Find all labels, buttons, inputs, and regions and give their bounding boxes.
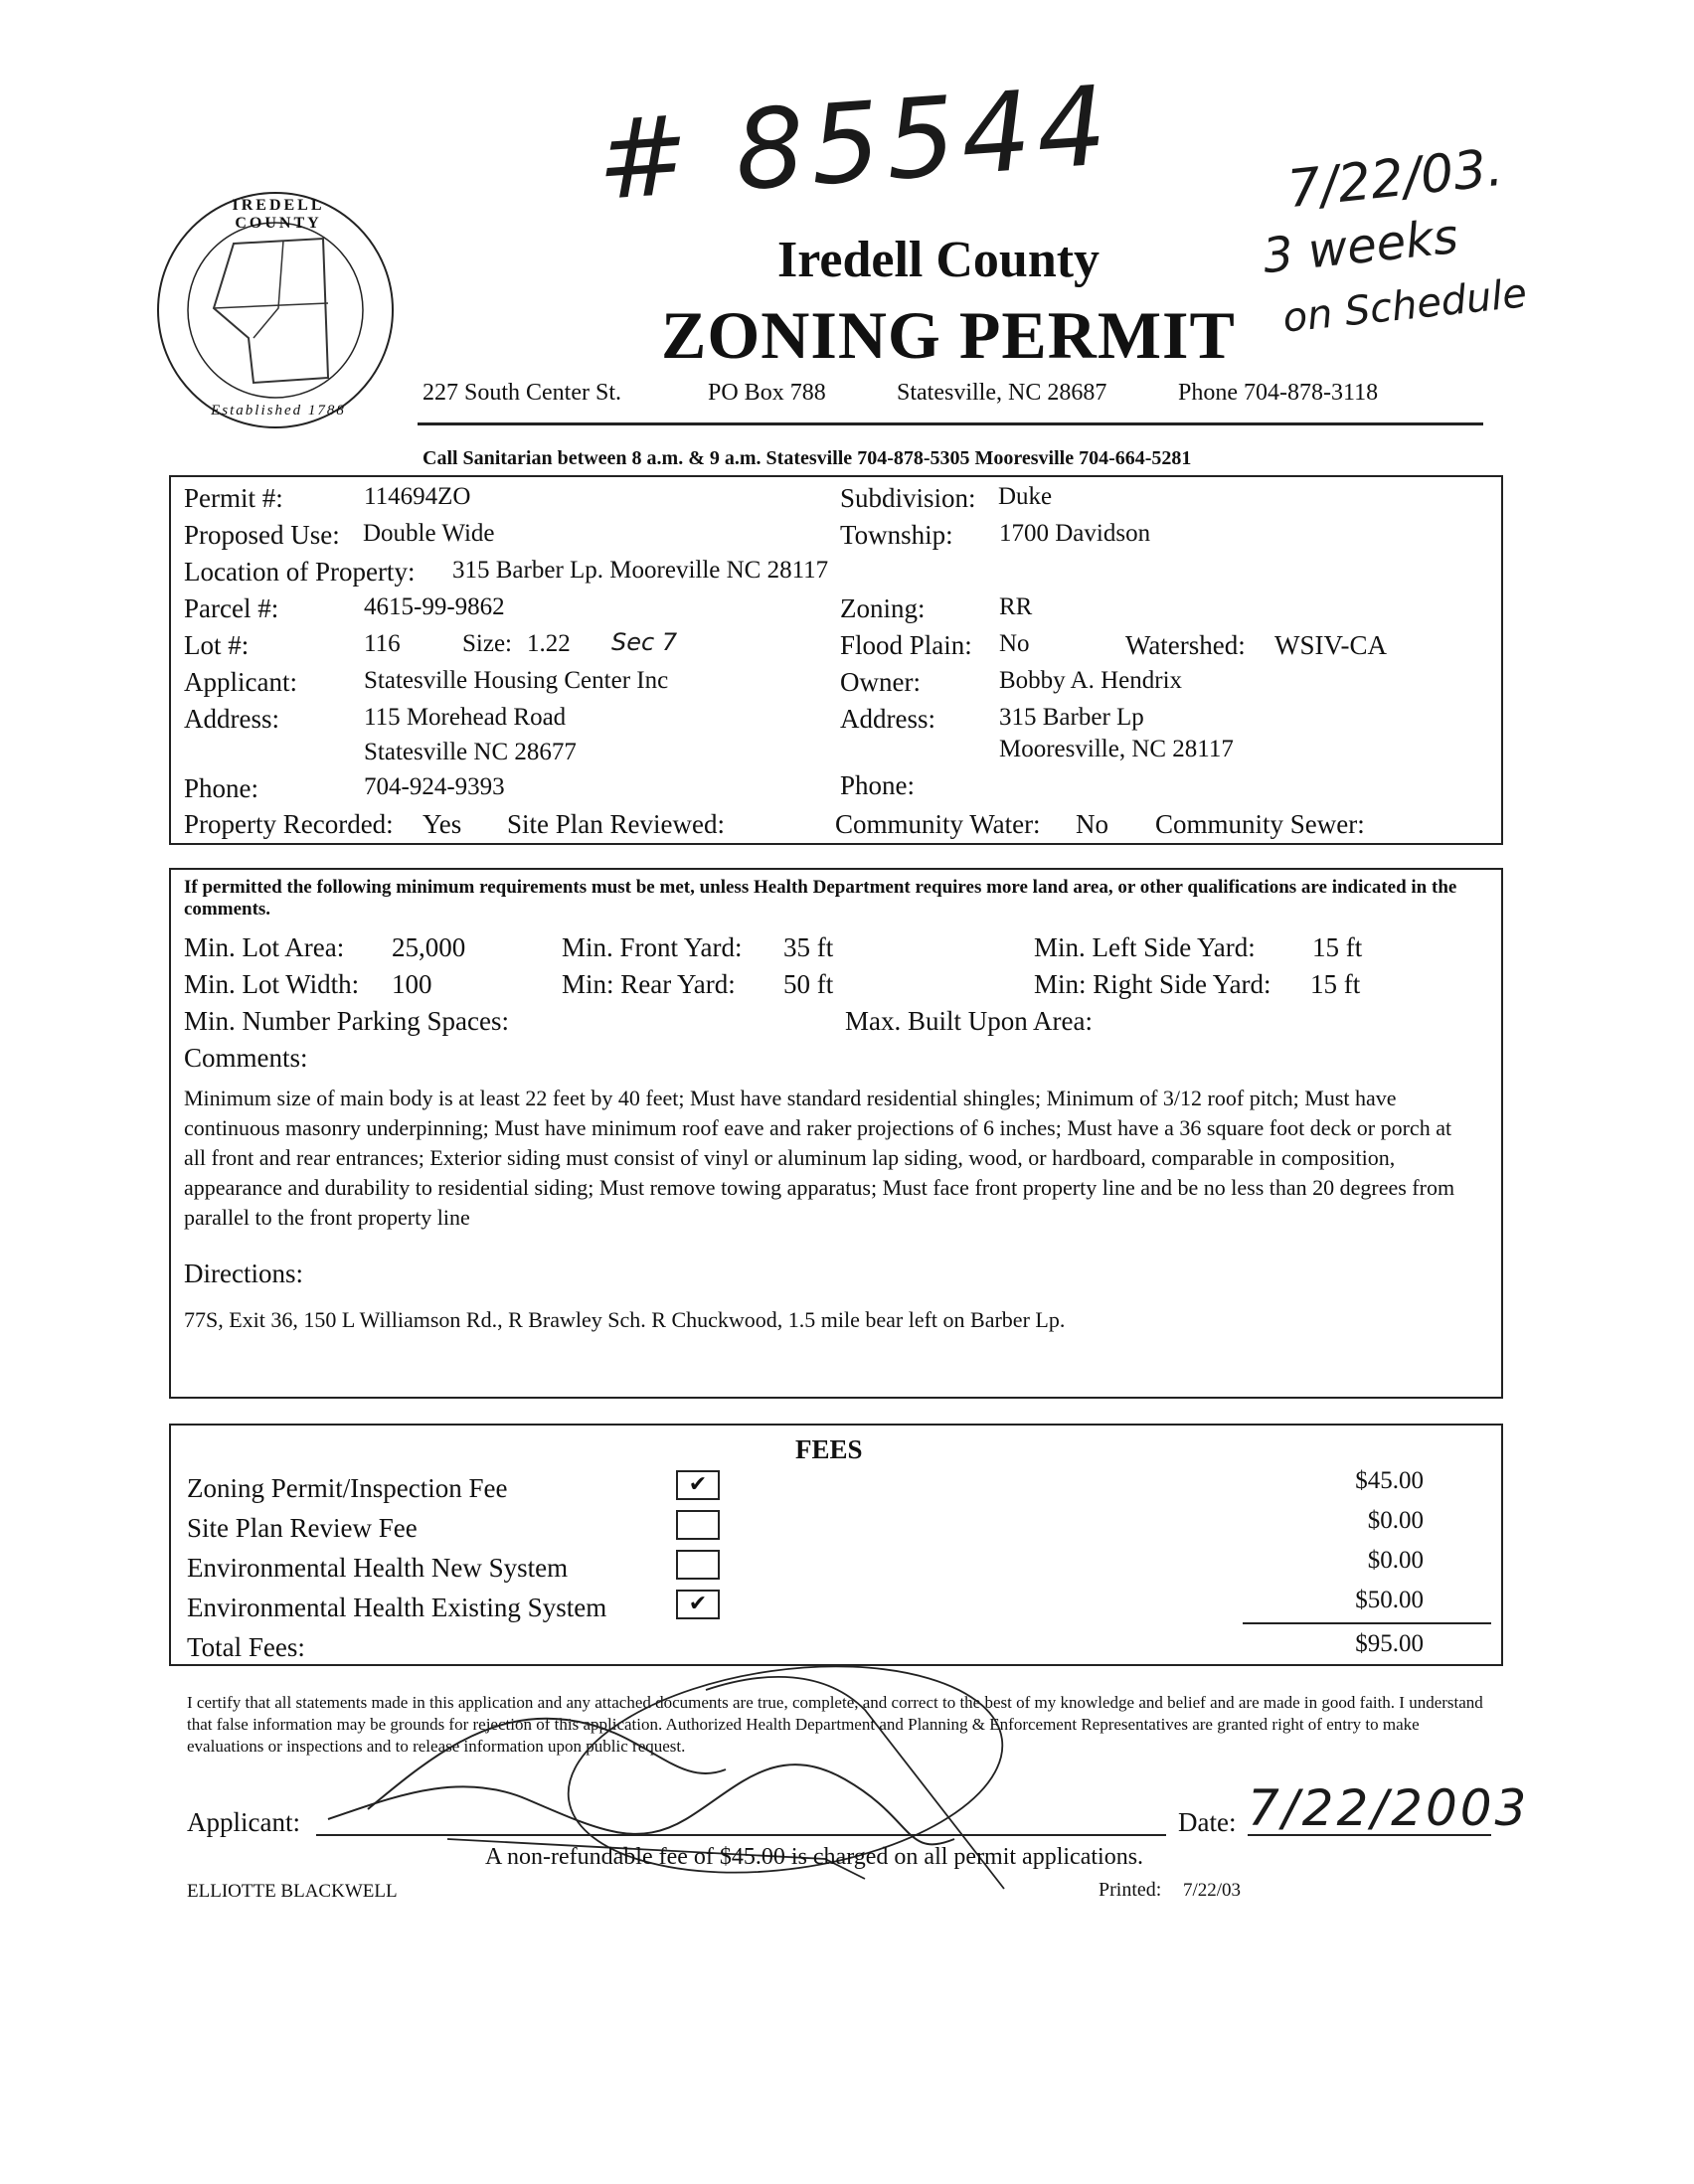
total-fees-amount: $95.00 xyxy=(1355,1630,1424,1657)
county-title: Iredell County xyxy=(777,232,1101,288)
owner-phone-label: Phone: xyxy=(840,770,916,800)
applicant-phone-value: 704-924-9393 xyxy=(364,773,505,800)
zoning-value: RR xyxy=(999,593,1033,620)
county-seal xyxy=(154,189,398,432)
total-fees-label: Total Fees: xyxy=(187,1632,305,1662)
handwritten-signature-date: 7/22/2003 xyxy=(1248,1779,1530,1837)
min-left-side-value: 15 ft xyxy=(1312,932,1363,962)
owner-address-line-1: 315 Barber Lp xyxy=(999,704,1144,731)
applicant-label: Applicant: xyxy=(184,667,297,697)
size-value: 1.22 xyxy=(527,630,571,657)
applicant-address-line-2: Statesville NC 28677 xyxy=(364,739,577,765)
header-phone: Phone 704-878-3118 xyxy=(1178,380,1379,406)
subdivision-value: Duke xyxy=(998,483,1053,510)
fee-notice: A non-refundable fee of $45.00 is charged on all permit applications. xyxy=(485,1844,1144,1870)
township-value: 1700 Davidson xyxy=(999,520,1151,547)
min-lot-width-value: 100 xyxy=(392,969,432,999)
fee-total-rule xyxy=(1243,1622,1491,1624)
applicant-phone-label: Phone: xyxy=(184,773,259,803)
fee-checkbox-eh-new-system[interactable] xyxy=(676,1550,720,1580)
community-sewer-label: Community Sewer: xyxy=(1155,809,1365,839)
property-recorded-value: Yes xyxy=(423,809,462,839)
fee-checkbox-eh-existing-system[interactable]: ✔ xyxy=(676,1590,720,1619)
min-rear-yard-value: 50 ft xyxy=(783,969,834,999)
seal-text-bottom: Established 1788 xyxy=(211,403,346,419)
min-left-side-label: Min. Left Side Yard: xyxy=(1034,932,1256,962)
owner-address-line-2: Mooresville, NC 28117 xyxy=(999,736,1234,762)
header-po-box: PO Box 788 xyxy=(708,380,826,406)
min-front-yard-label: Min. Front Yard: xyxy=(562,932,743,962)
page-title: ZONING PERMIT xyxy=(661,297,1236,373)
applicant-address-label: Address: xyxy=(184,704,279,734)
fee-label-zoning-permit: Zoning Permit/Inspection Fee xyxy=(187,1473,508,1503)
fee-amount-eh-new-system: $0.00 xyxy=(1367,1547,1424,1574)
parcel-label: Parcel #: xyxy=(184,593,279,623)
sanitarian-line: Call Sanitarian between 8 a.m. & 9 a.m. Statesville 704-878-5305 Mooresville 704-664-5281 xyxy=(423,447,1192,469)
applicant-printed-name: ELLIOTTE BLACKWELL xyxy=(187,1881,398,1902)
size-handwritten-note: Sec 7 xyxy=(611,628,678,656)
min-lot-area-label: Min. Lot Area: xyxy=(184,932,345,962)
comments-text: Minimum size of main body is at least 22 feet by 40 feet; Must have standard residential shingles; Minimum of 3/12 roof pitch; Must have continuous masonry underpinning; Must have minimum roof eave and raker projections of 6 inches; Must have a 36 square foot deck or porch at all front and rear entrances; Exterior siding must consist of vinyl or aluminum lap siding, wood, or hardboard, comparable in composition, appearance and durability to residential siding; Must remove towing apparatus; Must face front property line and be no less than 20 degrees from parallel to the front property line xyxy=(184,1086,1455,1230)
min-parking-label: Min. Number Parking Spaces: xyxy=(184,1006,509,1036)
proposed-use-value: Double Wide xyxy=(363,520,495,547)
site-plan-reviewed-label: Site Plan Reviewed: xyxy=(507,809,725,839)
directions-label: Directions: xyxy=(184,1259,303,1288)
permit-value: 114694ZO xyxy=(364,483,471,510)
owner-label: Owner: xyxy=(840,667,921,697)
community-water-label: Community Water: xyxy=(835,809,1041,839)
min-right-side-label: Min: Right Side Yard: xyxy=(1034,969,1271,999)
directions-text: 77S, Exit 36, 150 L Williamson Rd., R Brawley Sch. R Chuckwood, 1.5 mile bear left on Barber Lp. xyxy=(184,1307,1066,1332)
size-label: Size: xyxy=(462,630,512,657)
max-built-area-label: Max. Built Upon Area: xyxy=(845,1006,1093,1036)
subdivision-label: Subdivision: xyxy=(840,483,976,513)
min-front-yard-value: 35 ft xyxy=(783,932,834,962)
location-value: 315 Barber Lp. Mooreville NC 28117 xyxy=(452,557,829,584)
flood-plain-value: No xyxy=(999,630,1030,657)
community-water-value: No xyxy=(1076,809,1108,839)
handwritten-schedule-note-2: on Schedule xyxy=(1280,270,1530,342)
fee-amount-zoning-permit: $45.00 xyxy=(1355,1467,1424,1494)
location-label: Location of Property: xyxy=(184,557,416,587)
township-label: Township: xyxy=(840,520,953,550)
permit-label: Permit #: xyxy=(184,483,283,513)
printed-date: 7/22/03 xyxy=(1183,1880,1242,1901)
watershed-value: WSIV-CA xyxy=(1274,630,1388,660)
min-right-side-value: 15 ft xyxy=(1310,969,1361,999)
fee-label-site-plan-review: Site Plan Review Fee xyxy=(187,1513,418,1543)
min-lot-area-value: 25,000 xyxy=(392,932,466,962)
proposed-use-label: Proposed Use: xyxy=(184,520,340,550)
property-recorded-label: Property Recorded: xyxy=(184,809,394,839)
lot-label: Lot #: xyxy=(184,630,250,660)
fee-amount-eh-existing-system: $50.00 xyxy=(1355,1587,1424,1613)
date-label: Date: xyxy=(1178,1807,1237,1837)
handwritten-permit-number: # 85544 xyxy=(593,62,1116,225)
header-divider xyxy=(418,422,1483,425)
flood-plain-label: Flood Plain: xyxy=(840,630,972,660)
fee-amount-site-plan-review: $0.00 xyxy=(1367,1507,1424,1534)
owner-address-label: Address: xyxy=(840,704,935,734)
applicant-value: Statesville Housing Center Inc xyxy=(364,667,669,694)
min-lot-width-label: Min. Lot Width: xyxy=(184,969,360,999)
lot-value: 116 xyxy=(364,630,401,657)
fees-heading: FEES xyxy=(795,1434,863,1464)
requirements-heading: If permitted the following minimum requirements must be met, unless Health Department requires more land area, or other qualifications are indicated in the comments. xyxy=(184,877,1457,920)
applicant-signature-label: Applicant: xyxy=(187,1807,300,1837)
fee-label-eh-new-system: Environmental Health New System xyxy=(187,1553,569,1583)
comments-label: Comments: xyxy=(184,1043,308,1073)
zoning-label: Zoning: xyxy=(840,593,926,623)
fee-label-eh-existing-system: Environmental Health Existing System xyxy=(187,1593,607,1622)
owner-value: Bobby A. Hendrix xyxy=(999,667,1183,694)
applicant-address-line-1: 115 Morehead Road xyxy=(364,704,567,731)
watershed-label: Watershed: xyxy=(1125,630,1246,660)
fee-checkbox-zoning-permit[interactable]: ✔ xyxy=(676,1470,720,1500)
fee-checkbox-site-plan-review[interactable] xyxy=(676,1510,720,1540)
handwritten-date-note: 7/22/03. xyxy=(1284,137,1506,221)
header-street: 227 South Center St. xyxy=(423,380,622,406)
handwritten-schedule-note-1: 3 weeks xyxy=(1260,208,1461,285)
header-city: Statesville, NC 28687 xyxy=(897,380,1107,406)
seal-text-top: IREDELL COUNTY xyxy=(232,197,325,232)
printed-label: Printed: xyxy=(1099,1879,1162,1901)
certification-text: I certify that all statements made in this application and any attached documents are true, complete, and correct to the best of my knowledge and belief and are made in good faith. I understand that false information may be grounds for rejection of this application. Authorized Health Department and Planning & Enforcement Representatives are granted right of entry to make evaluations or inspections and to release information upon public request. xyxy=(187,1693,1483,1756)
parcel-value: 4615-99-9862 xyxy=(364,593,505,620)
min-rear-yard-label: Min: Rear Yard: xyxy=(562,969,736,999)
